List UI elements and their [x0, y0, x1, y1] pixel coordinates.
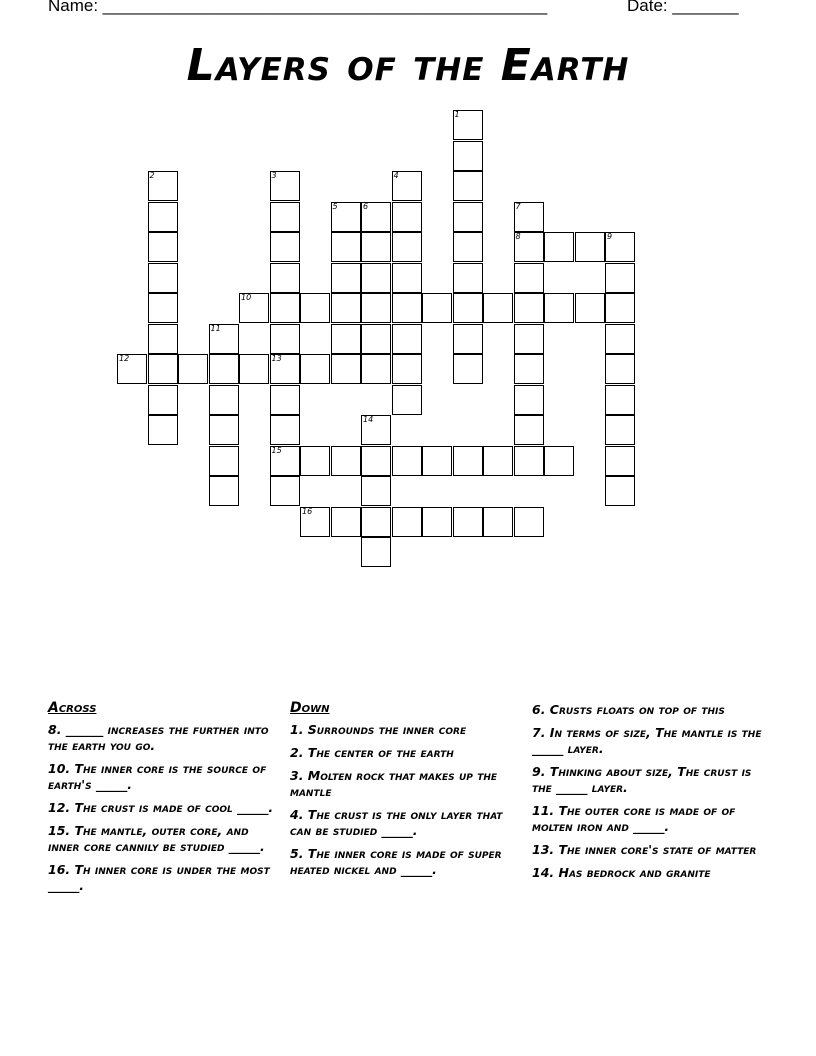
grid-cell[interactable] [148, 385, 178, 415]
grid-cell[interactable] [209, 354, 239, 384]
grid-cell[interactable] [453, 110, 483, 140]
grid-cell[interactable] [453, 263, 483, 293]
grid-cell[interactable] [361, 537, 391, 567]
grid-cell[interactable] [300, 293, 330, 323]
grid-cell[interactable] [209, 476, 239, 506]
grid-cell[interactable] [361, 324, 391, 354]
clue-down-13: 13. The inner core's state of matter [532, 842, 757, 857]
grid-cell[interactable] [392, 354, 422, 384]
clue-number: 12 [119, 354, 130, 363]
grid-cell[interactable] [148, 324, 178, 354]
clue-number: 8 [515, 232, 521, 241]
clue-number: 6 [363, 201, 369, 211]
grid-cell[interactable] [453, 354, 483, 384]
grid-cell[interactable] [270, 263, 300, 293]
grid-cell[interactable] [483, 446, 513, 476]
grid-cell[interactable] [392, 171, 422, 201]
grid-cell[interactable] [148, 202, 178, 232]
grid-cell[interactable] [178, 354, 208, 384]
grid-cell[interactable] [300, 507, 330, 537]
grid-cell[interactable] [453, 141, 483, 171]
grid-cell[interactable] [514, 415, 544, 445]
grid-cell[interactable] [270, 293, 300, 323]
grid-cell[interactable] [605, 354, 635, 384]
grid-cell[interactable] [605, 293, 635, 323]
clue-number: 13 [271, 354, 282, 363]
clue-number: 16 [302, 506, 313, 516]
clue-down-7: 7. In terms of size, The mantle is the _____ layer. [532, 725, 762, 756]
clue-down-14: 14. Has bedrock and granite [532, 865, 711, 880]
grid-cell[interactable] [239, 354, 269, 384]
grid-cell[interactable] [392, 446, 422, 476]
grid-cell[interactable] [361, 446, 391, 476]
grid-cell[interactable] [392, 232, 422, 262]
grid-cell[interactable] [575, 293, 605, 323]
clue-number: 9 [607, 232, 613, 241]
clue-down-6: 6. Crusts floats on top of this [532, 702, 725, 717]
grid-cell[interactable] [270, 324, 300, 354]
grid-cell[interactable] [605, 446, 635, 476]
grid-cell[interactable] [422, 507, 452, 537]
grid-cell[interactable] [453, 202, 483, 232]
down-clues [290, 700, 515, 885]
grid-cell[interactable] [209, 415, 239, 445]
name-field: Name: _______________________________________________ [48, 0, 548, 15]
grid-cell[interactable] [392, 324, 422, 354]
clue-down-3: 3. Molten rock that makes up the mantle [290, 768, 498, 799]
grid-cell[interactable] [483, 293, 513, 323]
grid-cell[interactable] [148, 171, 178, 201]
grid-cell[interactable] [453, 293, 483, 323]
grid-cell[interactable] [453, 232, 483, 262]
grid-cell[interactable] [392, 202, 422, 232]
grid-cell[interactable] [117, 354, 147, 384]
clue-across-16: 16. Th inner core is under the most _____. [48, 862, 270, 893]
clue-down-1: 1. Surrounds the inner core [290, 722, 467, 737]
grid-cell[interactable] [605, 263, 635, 293]
grid-cell[interactable] [300, 446, 330, 476]
grid-cell[interactable] [422, 446, 452, 476]
grid-cell[interactable] [209, 324, 239, 354]
grid-cell[interactable] [514, 232, 544, 262]
grid-cell[interactable] [300, 354, 330, 384]
grid-cell[interactable] [270, 385, 300, 415]
grid-cell[interactable] [361, 415, 391, 445]
clue-across-15: 15. The mantle, outer core, and inner core cannily be studied _____. [48, 823, 265, 854]
grid-cell[interactable] [483, 507, 513, 537]
grid-cell[interactable] [605, 476, 635, 506]
grid-cell[interactable] [331, 324, 361, 354]
grid-cell[interactable] [392, 263, 422, 293]
across-heading: Across [48, 700, 97, 716]
grid-cell[interactable] [392, 293, 422, 323]
grid-cell[interactable] [361, 263, 391, 293]
grid-cell[interactable] [605, 232, 635, 262]
grid-cell[interactable] [544, 446, 574, 476]
grid-cell[interactable] [209, 446, 239, 476]
grid-cell[interactable] [361, 293, 391, 323]
grid-cell[interactable] [148, 354, 178, 384]
grid-cell[interactable] [575, 232, 605, 262]
clue-number: 11 [210, 323, 221, 333]
grid-cell[interactable] [331, 263, 361, 293]
grid-cell[interactable] [514, 446, 544, 476]
grid-cell[interactable] [453, 171, 483, 201]
down-heading: Down [290, 700, 330, 716]
clue-down-4: 4. The crust is the only layer that can be studied _____. [290, 807, 503, 838]
grid-cell[interactable] [514, 324, 544, 354]
grid-cell[interactable] [361, 232, 391, 262]
grid-cell[interactable] [544, 232, 574, 262]
grid-cell[interactable] [148, 263, 178, 293]
date-field: Date: _______ [627, 0, 739, 15]
grid-cell[interactable] [239, 293, 269, 323]
grid-cell[interactable] [148, 232, 178, 262]
down-clues-continued [532, 702, 764, 888]
grid-cell[interactable] [514, 263, 544, 293]
grid-cell[interactable] [514, 385, 544, 415]
grid-cell[interactable] [605, 415, 635, 445]
grid-cell[interactable] [453, 446, 483, 476]
clue-number: 14 [363, 415, 374, 424]
clue-number: 4 [393, 171, 399, 180]
clue-number: 7 [515, 201, 521, 211]
clue-number: 2 [149, 171, 155, 180]
grid-cell[interactable] [514, 354, 544, 384]
across-clues [48, 700, 280, 901]
page-title: Layers of the Earth [186, 40, 630, 91]
grid-cell[interactable] [270, 415, 300, 445]
grid-cell[interactable] [361, 507, 391, 537]
grid-cell[interactable] [514, 202, 544, 232]
clue-number: 3 [271, 171, 277, 180]
grid-cell[interactable] [270, 446, 300, 476]
grid-cell[interactable] [270, 476, 300, 506]
grid-cell[interactable] [422, 293, 452, 323]
clue-down-5: 5. The inner core is made of super heated nickel and _____. [290, 846, 502, 877]
grid-cell[interactable] [361, 354, 391, 384]
grid-cell[interactable] [209, 385, 239, 415]
clue-down-9: 9. Thinking about size, The crust is the _____ layer. [532, 764, 752, 795]
grid-cell[interactable] [453, 507, 483, 537]
clue-across-12: 12. The crust is made of cool _____. [48, 800, 274, 815]
grid-cell[interactable] [148, 293, 178, 323]
clue-number: 15 [271, 445, 282, 455]
grid-cell[interactable] [331, 446, 361, 476]
clue-down-11: 11. The outer core is made of of molten iron and _____. [532, 803, 736, 834]
grid-cell[interactable] [331, 354, 361, 384]
clue-number: 10 [241, 293, 252, 302]
grid-cell[interactable] [605, 385, 635, 415]
grid-cell[interactable] [270, 232, 300, 262]
grid-cell[interactable] [392, 385, 422, 415]
clue-across-10: 10. The inner core is the source of earth's _____. [48, 761, 267, 792]
grid-cell[interactable] [331, 202, 361, 232]
grid-cell[interactable] [331, 232, 361, 262]
grid-cell[interactable] [270, 354, 300, 384]
grid-cell[interactable] [361, 476, 391, 506]
grid-cell[interactable] [331, 293, 361, 323]
grid-cell[interactable] [544, 293, 574, 323]
clue-across-8: 8. ______ increases the further into the earth you go. [48, 722, 269, 753]
grid-cell[interactable] [361, 202, 391, 232]
grid-cell[interactable] [270, 171, 300, 201]
clue-number: 5 [332, 201, 338, 211]
grid-cell[interactable] [514, 507, 544, 537]
grid-cell[interactable] [148, 415, 178, 445]
clue-down-2: 2. The center of the earth [290, 745, 454, 760]
clue-number: 1 [454, 110, 460, 119]
grid-cell[interactable] [392, 507, 422, 537]
grid-cell[interactable] [605, 324, 635, 354]
grid-cell[interactable] [270, 202, 300, 232]
grid-cell[interactable] [453, 324, 483, 354]
grid-cell[interactable] [331, 507, 361, 537]
grid-cell[interactable] [514, 293, 544, 323]
